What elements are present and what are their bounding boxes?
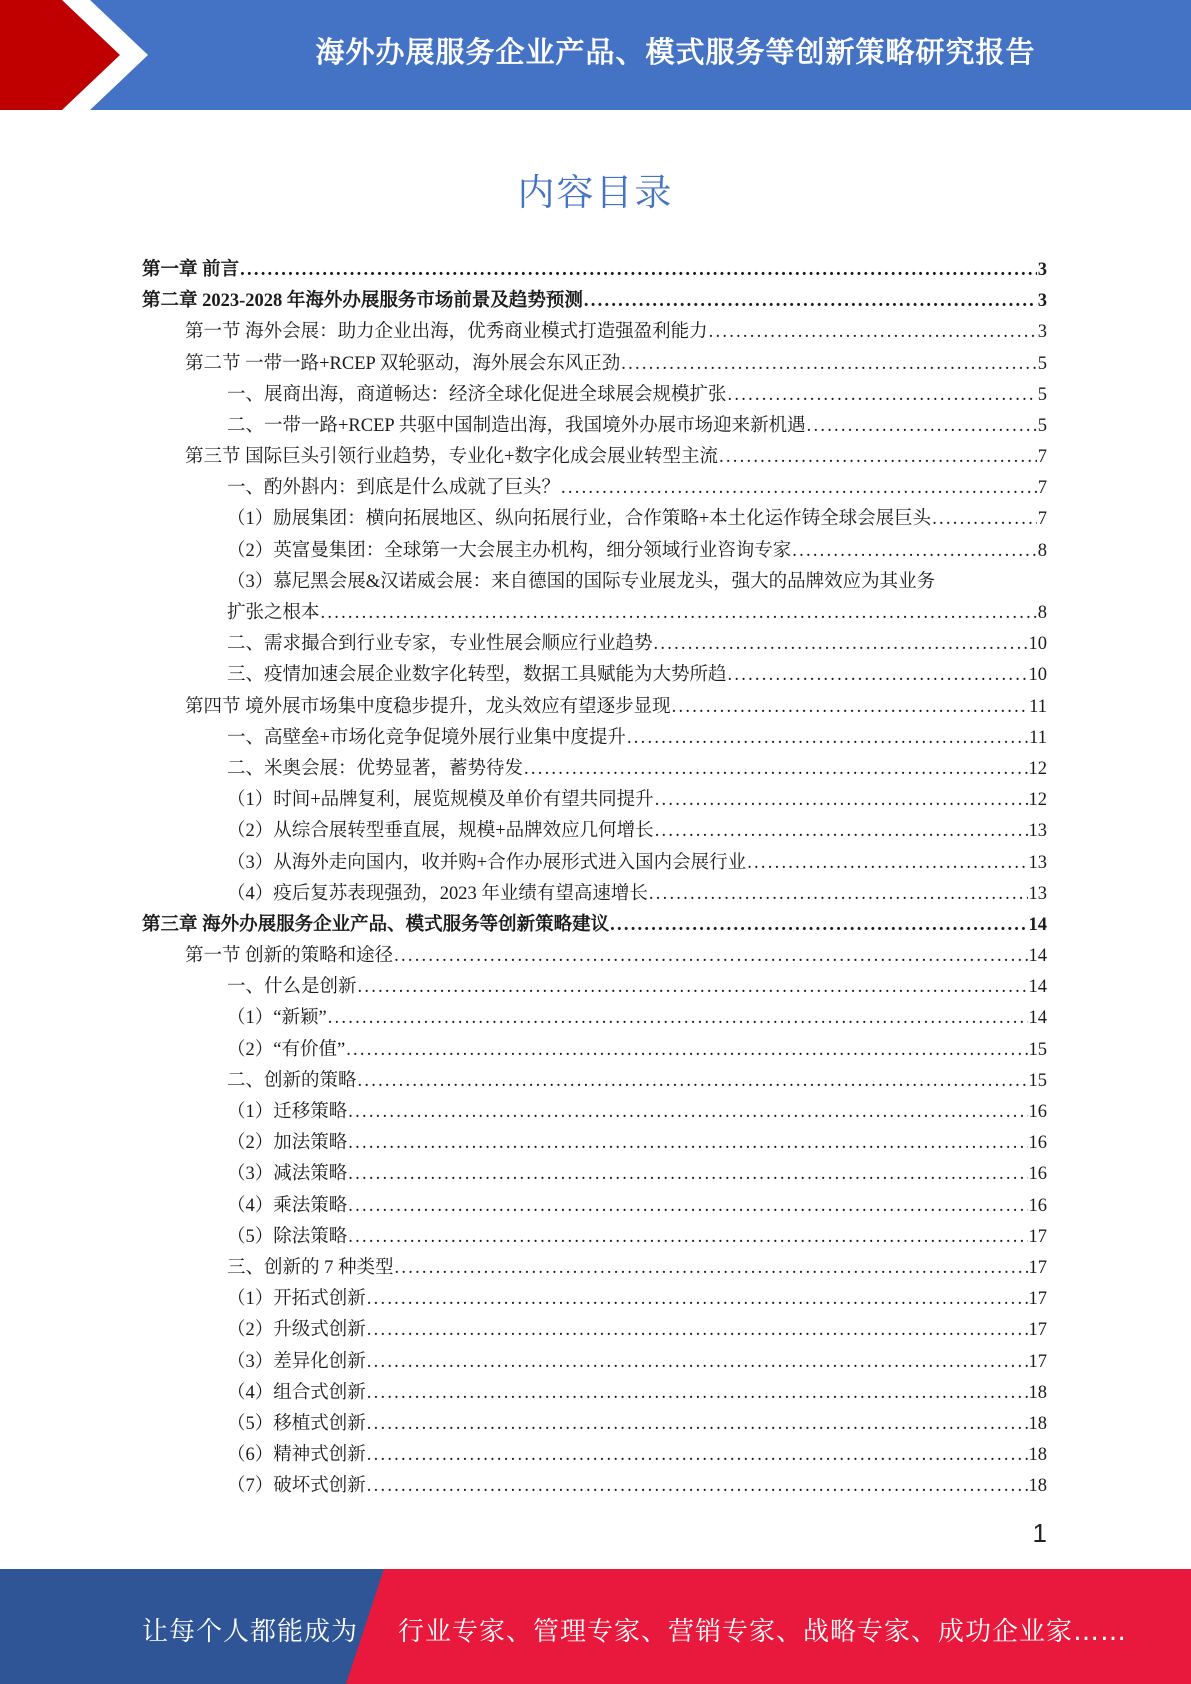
toc-entry[interactable]	[142, 1066, 1047, 1097]
toc-entry[interactable]	[142, 1284, 1047, 1315]
toc-entry-title: 第一节 海外会展：助力企业出海，优秀商业模式打造强盈利能力	[185, 322, 708, 343]
toc-heading: 内容目录	[517, 171, 674, 214]
footer-slogan-left: 让每个人都能成为	[142, 1617, 359, 1647]
toc-entry[interactable]	[142, 1471, 1047, 1502]
toc-entry-page: 7	[1037, 447, 1047, 468]
toc-entry[interactable]	[142, 941, 1047, 972]
toc-entry-title: （1）开拓式创新	[227, 1289, 366, 1310]
toc-entry[interactable]	[142, 910, 1047, 941]
table-of-contents	[142, 255, 1047, 1503]
toc-entry-title: （7）破坏式创新	[227, 1476, 366, 1497]
toc-entry-page: 14	[1028, 1008, 1047, 1029]
toc-entry-page: 16	[1028, 1133, 1047, 1154]
toc-entry-page: 17	[1028, 1226, 1047, 1247]
toc-entry-page: 13	[1028, 883, 1047, 904]
toc-entry-page: 18	[1028, 1445, 1047, 1466]
toc-entry-page: 12	[1028, 790, 1047, 811]
toc-entry-title: 第一节 创新的策略和途径	[185, 946, 394, 967]
toc-entry-title: （3）从海外走向国内，收并购+合作办展形式进入国内会展行业	[227, 852, 747, 873]
toc-entry-page: 17	[1028, 1289, 1047, 1310]
toc-entry-title: 三、创新的 7 种类型	[227, 1257, 394, 1278]
toc-entry[interactable]	[142, 1253, 1047, 1284]
toc-entry-title: 三、疫情加速会展企业数字化转型，数据工具赋能为大势所趋	[227, 665, 727, 686]
toc-entry-title: 一、展商出海，商道畅达：经济全球化促进全球展会规模扩张	[227, 384, 727, 405]
toc-entry-page: 16	[1028, 1164, 1047, 1185]
toc-entry[interactable]	[142, 848, 1047, 879]
toc-entry[interactable]	[142, 380, 1047, 411]
toc-entry-page: 5	[1037, 384, 1047, 405]
toc-entry-page: 3	[1037, 259, 1047, 280]
toc-entry[interactable]	[142, 1004, 1047, 1035]
toc-entry-page: 3	[1037, 291, 1047, 312]
toc-entry-title: （3）减法策略	[227, 1164, 348, 1185]
toc-entry[interactable]	[142, 1409, 1047, 1440]
toc-entry-title: （4）疫后复苏表现强劲，2023 年业绩有望高速增长	[227, 883, 648, 904]
toc-entry[interactable]	[142, 598, 1047, 629]
toc-entry-title: 第三章 海外办展服务企业产品、模式服务等创新策略建议	[142, 914, 610, 935]
page-number: 1	[1032, 1518, 1047, 1548]
toc-entry-page: 3	[1037, 322, 1047, 343]
toc-entry[interactable]	[142, 473, 1047, 504]
toc-entry-title: 二、米奥会展：优势显著，蓄势待发	[227, 758, 524, 779]
toc-entry[interactable]	[142, 1378, 1047, 1409]
toc-entry[interactable]	[142, 1191, 1047, 1222]
toc-entry-title: 第三节 国际巨头引领行业趋势，专业化+数字化成会展业转型主流	[185, 447, 719, 468]
toc-entry[interactable]	[142, 1315, 1047, 1346]
toc-entry-title: （4）组合式创新	[227, 1382, 366, 1403]
toc-entry[interactable]	[142, 1347, 1047, 1378]
toc-entry-page: 7	[1037, 509, 1047, 530]
report-title: 海外办展服务企业产品、模式服务等创新策略研究报告	[315, 35, 1036, 69]
toc-entry[interactable]	[142, 1035, 1047, 1066]
toc-entry[interactable]	[142, 972, 1047, 1003]
toc-entry-title: （4）乘法策略	[227, 1195, 348, 1216]
toc-entry-title: （2）升级式创新	[227, 1320, 366, 1341]
toc-entry[interactable]	[142, 660, 1047, 691]
toc-entry[interactable]	[142, 255, 1047, 286]
toc-entry-page: 13	[1028, 852, 1047, 873]
toc-entry-title: 一、什么是创新	[227, 977, 357, 998]
toc-entry-title: 二、创新的策略	[227, 1070, 357, 1091]
toc-entry[interactable]	[142, 536, 1047, 567]
toc-entry[interactable]	[142, 1097, 1047, 1128]
toc-entry-title: 二、一带一路+RCEP 共驱中国制造出海，我国境外办展市场迎来新机遇	[227, 415, 806, 436]
toc-entry-page: 14	[1028, 946, 1047, 967]
header-arrow-decoration	[0, 0, 160, 110]
toc-entry[interactable]	[142, 629, 1047, 660]
toc-entry-page: 12	[1028, 758, 1047, 779]
toc-entry-title: （3）差异化创新	[227, 1351, 366, 1372]
toc-entry-title: （5）移植式创新	[227, 1413, 366, 1434]
toc-entry[interactable]	[142, 879, 1047, 910]
toc-entry[interactable]	[142, 349, 1047, 380]
toc-entry[interactable]	[142, 442, 1047, 473]
toc-entry[interactable]	[142, 1128, 1047, 1159]
toc-entry-page: 10	[1028, 665, 1047, 686]
toc-entry[interactable]	[142, 1159, 1047, 1190]
toc-entry-title: 第四节 境外展市场集中度稳步提升，龙头效应有望逐步显现	[185, 696, 671, 717]
footer-slogan-right: 行业专家、管理专家、营销专家、战略专家、成功企业家……	[398, 1617, 1128, 1647]
toc-entry-title: 第二节 一带一路+RCEP 双轮驱动，海外展会东风正劲	[185, 353, 621, 374]
toc-entry-page: 5	[1037, 353, 1047, 374]
toc-entry-title: （2）“有价值”	[227, 1039, 346, 1060]
toc-entry-page: 17	[1028, 1257, 1047, 1278]
toc-entry-title: （5）除法策略	[227, 1226, 348, 1247]
toc-entry-page: 14	[1028, 977, 1047, 998]
toc-entry-title: 第一章 前言	[142, 259, 240, 280]
toc-entry[interactable]	[142, 723, 1047, 754]
toc-entry-title: 第二章 2023-2028 年海外办展服务市场前景及趋势预测	[142, 291, 583, 312]
toc-entry[interactable]	[142, 1440, 1047, 1471]
toc-entry-title: （1）“新颖”	[227, 1008, 327, 1029]
toc-entry-title: （2）从综合展转型垂直展，规模+品牌效应几何增长	[227, 821, 654, 842]
toc-entry[interactable]	[142, 286, 1047, 317]
toc-entry-title: 一、高壁垒+市场化竞争促境外展行业集中度提升	[227, 727, 626, 748]
toc-entry-title: 一、酌外斟内：到底是什么成就了巨头？	[227, 478, 561, 499]
toc-entry-page: 7	[1037, 478, 1047, 499]
toc-entry-title: 扩张之根本	[227, 603, 320, 624]
toc-entry[interactable]	[142, 754, 1047, 785]
toc-entry-page: 18	[1028, 1382, 1047, 1403]
toc-entry-title: （2）英富曼集团：全球第一大会展主办机构，细分领域行业咨询专家	[227, 540, 792, 561]
toc-entry-page: 14	[1028, 914, 1047, 935]
toc-entry-page: 18	[1028, 1476, 1047, 1497]
toc-entry-title: （1）迁移策略	[227, 1102, 348, 1123]
header-banner	[0, 0, 1191, 110]
toc-entry-page: 5	[1037, 415, 1047, 436]
toc-entry-title: 二、需求撮合到行业专家，专业性展会顺应行业趋势	[227, 634, 653, 655]
toc-entry-page: 8	[1037, 603, 1047, 624]
toc-entry-title: （1）时间+品牌复利，展览规模及单价有望共同提升	[227, 790, 654, 811]
toc-entry[interactable]	[142, 1222, 1047, 1253]
footer-banner	[0, 1569, 1191, 1684]
toc-entry-page: 11	[1029, 696, 1047, 717]
toc-entry[interactable]	[142, 411, 1047, 442]
toc-entry-page: 15	[1028, 1070, 1047, 1091]
toc-entry-page: 13	[1028, 821, 1047, 842]
toc-entry-wrapped-line[interactable]: （3）慕尼黑会展&汉诺威会展：来自德国的国际专业展龙头，强大的品牌效应为其业务	[227, 571, 936, 592]
toc-entry-page: 18	[1028, 1413, 1047, 1434]
toc-entry-page: 10	[1028, 634, 1047, 655]
toc-entry-page: 16	[1028, 1195, 1047, 1216]
toc-entry[interactable]	[142, 505, 1047, 536]
toc-entry-page: 11	[1029, 727, 1047, 748]
toc-entry-title: （6）精神式创新	[227, 1445, 366, 1466]
toc-entry[interactable]	[142, 785, 1047, 816]
toc-entry[interactable]	[142, 317, 1047, 348]
toc-entry-page: 17	[1028, 1351, 1047, 1372]
toc-entry[interactable]	[142, 816, 1047, 847]
toc-entry-page: 16	[1028, 1102, 1047, 1123]
toc-entry-title: （2）加法策略	[227, 1133, 348, 1154]
toc-entry-page: 8	[1037, 540, 1047, 561]
toc-entry[interactable]	[142, 692, 1047, 723]
toc-entry-page: 17	[1028, 1320, 1047, 1341]
toc-entry-page: 15	[1028, 1039, 1047, 1060]
toc-entry-title: （1）励展集团：横向拓展地区、纵向拓展行业，合作策略+本土化运作铸全球会展巨头	[227, 509, 932, 530]
